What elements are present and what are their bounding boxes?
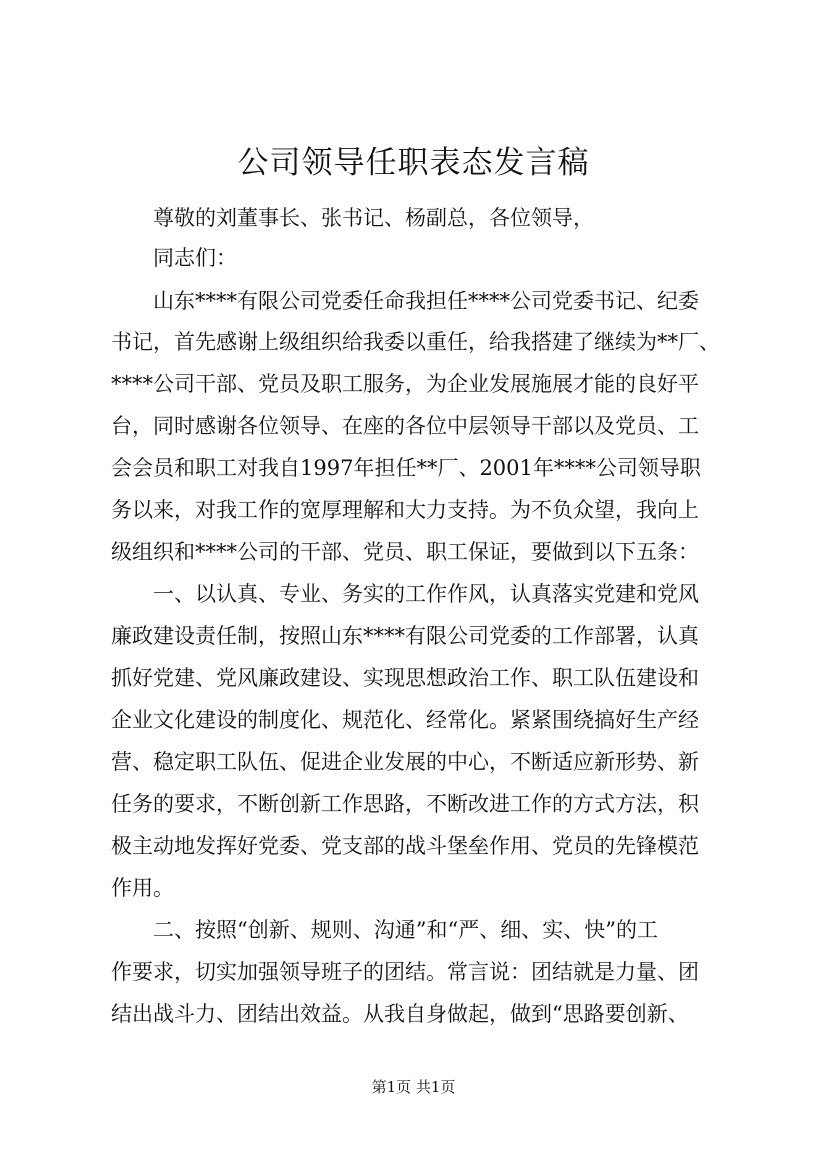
body-line: 结出战斗力、团结出效益。从我自身做起，做到“思路要创新、 xyxy=(111,1002,689,1026)
page-number-footer: 第1页 共1页 xyxy=(371,1078,456,1096)
body-line: 务以来，对我工作的宽厚理解和大力支持。为不负众望，我向上 xyxy=(111,498,699,522)
document-title: 公司领导任职表态发言稿 xyxy=(237,145,590,181)
body-line: ****公司干部、党员及职工服务，为企业发展施展才能的良好平 xyxy=(111,372,699,396)
body-line: 会会员和职工对我自1997年担任**厂、2001年****公司领导职 xyxy=(111,456,701,480)
body-line: 级组织和****公司的干部、党员、职工保证，要做到以下五条： xyxy=(111,540,699,564)
body-line: 山东****有限公司党委任命我担任****公司党委书记、纪委 xyxy=(153,289,699,313)
salutation-line: 同志们： xyxy=(153,246,237,270)
salutation-line: 尊敬的刘董事长、张书记、杨副总，各位领导， xyxy=(153,206,594,230)
body-line: 台，同时感谢各位领导、在座的各位中层领导干部以及党员、工 xyxy=(111,414,699,438)
body-line: 作要求，切实加强领导班子的团结。常言说：团结就是力量、团 xyxy=(111,960,699,984)
body-line: 二、按照“创新、规则、沟通”和“严、细、实、快”的工 xyxy=(153,918,658,942)
body-line: 任务的要求，不断创新工作思路，不断改进工作的方式方法，积 xyxy=(111,792,699,816)
body-line: 抓好党建、党风廉政建设、实现思想政治工作、职工队伍建设和 xyxy=(111,666,699,690)
body-line: 廉政建设责任制，按照山东****有限公司党委的工作部署，认真 xyxy=(111,624,699,648)
body-line: 极主动地发挥好党委、党支部的战斗堡垒作用、党员的先锋模范 xyxy=(111,834,699,858)
body-line: 营、稳定职工队伍、促进企业发展的中心，不断适应新形势、新 xyxy=(111,750,699,774)
body-line: 书记，首先感谢上级组织给我委以重任，给我搭建了继续为**厂、 xyxy=(111,330,720,354)
body-line: 作用。 xyxy=(111,876,174,900)
body-line: 一、以认真、专业、务实的工作作风，认真落实党建和党风 xyxy=(153,582,699,606)
body-line: 企业文化建设的制度化、规范化、经常化。紧紧围绕搞好生产经 xyxy=(111,708,699,732)
